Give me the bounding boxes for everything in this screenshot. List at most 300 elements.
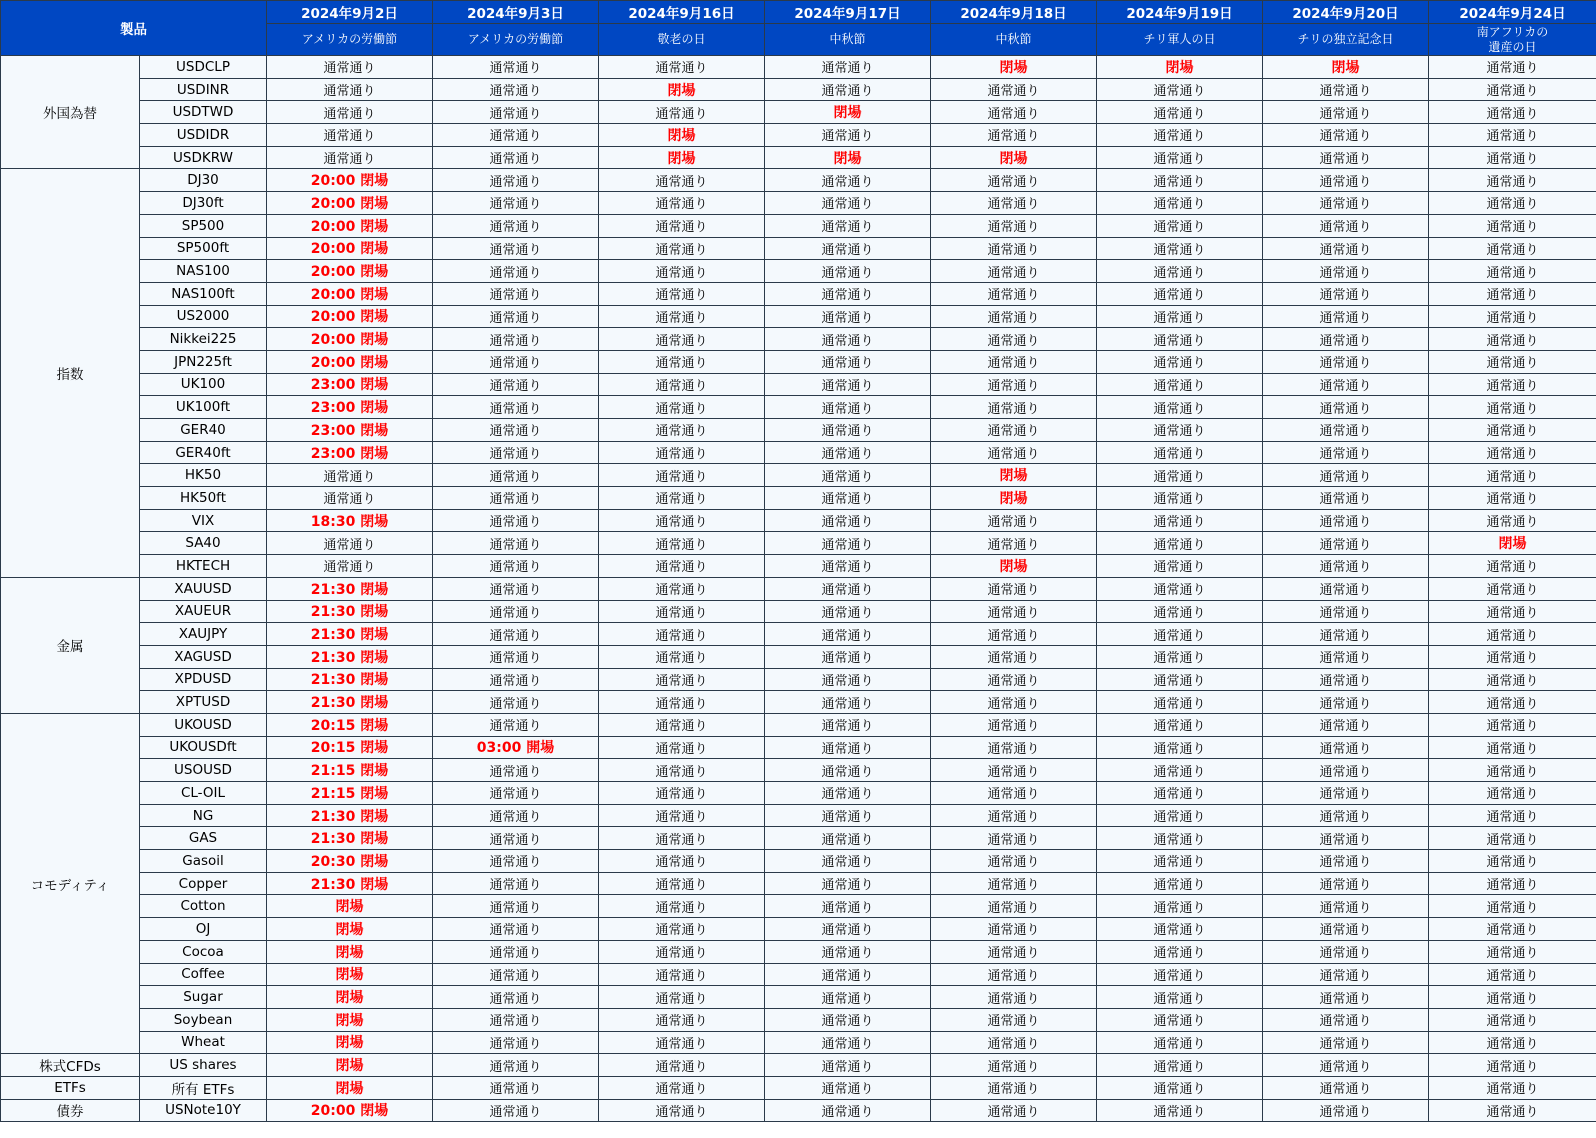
status-normal-cell: 通常通り (1429, 350, 1596, 373)
status-normal-cell: 通常通り (931, 373, 1097, 396)
status-normal-cell: 通常通り (765, 872, 931, 895)
status-closed-cell: 閉場 (267, 1008, 433, 1031)
status-normal-cell: 通常通り (599, 940, 765, 963)
status-normal-cell: 通常通り (765, 192, 931, 215)
status-normal-cell: 通常通り (765, 895, 931, 918)
status-closed-cell: 閉場 (765, 101, 931, 124)
status-normal-cell: 通常通り (1263, 1008, 1429, 1031)
product-cell: GAS (140, 827, 267, 850)
status-normal-cell: 通常通り (1097, 1054, 1263, 1077)
status-normal-cell: 通常通り (1097, 350, 1263, 373)
status-closed-cell: 21:15 閉場 (267, 782, 433, 805)
status-normal-cell: 通常通り (765, 1008, 931, 1031)
status-normal-cell: 通常通り (1097, 963, 1263, 986)
status-closed-cell: 20:00 閉場 (267, 305, 433, 328)
status-closed-cell: 閉場 (267, 1076, 433, 1099)
table-row (1, 895, 1596, 918)
status-normal-cell: 通常通り (599, 1076, 765, 1099)
status-normal-cell: 通常通り (1429, 804, 1596, 827)
status-closed-cell: 閉場 (599, 146, 765, 169)
status-normal-cell: 通常通り (1097, 237, 1263, 260)
status-normal-cell: 通常通り (1097, 827, 1263, 850)
header-date-row (1, 1, 1596, 24)
holiday-header: 南アフリカの 遺産の日 (1429, 24, 1596, 56)
status-normal-cell: 通常通り (931, 872, 1097, 895)
product-cell: NG (140, 804, 267, 827)
status-normal-cell: 通常通り (1429, 782, 1596, 805)
table-row (1, 668, 1596, 691)
table-row (1, 124, 1596, 147)
table-row (1, 623, 1596, 646)
status-closed-cell: 23:00 閉場 (267, 419, 433, 442)
status-normal-cell: 通常通り (931, 782, 1097, 805)
product-cell: XAUEUR (140, 600, 267, 623)
status-normal-cell: 通常通り (433, 963, 599, 986)
status-closed-cell: 20:00 閉場 (267, 169, 433, 192)
status-normal-cell: 通常通り (931, 645, 1097, 668)
status-normal-cell: 通常通り (1263, 804, 1429, 827)
table-row (1, 373, 1596, 396)
status-normal-cell: 通常通り (1429, 328, 1596, 351)
status-normal-cell: 通常通り (433, 441, 599, 464)
status-normal-cell: 通常通り (765, 1054, 931, 1077)
status-closed-cell: 21:15 閉場 (267, 759, 433, 782)
status-normal-cell: 通常通り (433, 237, 599, 260)
status-normal-cell: 通常通り (931, 419, 1097, 442)
status-closed-cell: 閉場 (267, 940, 433, 963)
status-normal-cell: 通常通り (1429, 1031, 1596, 1054)
status-normal-cell: 通常通り (1263, 713, 1429, 736)
status-normal-cell: 通常通り (1429, 441, 1596, 464)
status-normal-cell: 通常通り (433, 759, 599, 782)
status-normal-cell: 通常通り (1429, 305, 1596, 328)
product-cell: SP500ft (140, 237, 267, 260)
table-row (1, 1054, 1596, 1077)
status-normal-cell: 通常通り (1097, 986, 1263, 1009)
table-row (1, 736, 1596, 759)
status-normal-cell: 通常通り (1263, 623, 1429, 646)
status-normal-cell: 通常通り (1097, 691, 1263, 714)
table-row (1, 282, 1596, 305)
table-row (1, 600, 1596, 623)
table-row (1, 827, 1596, 850)
status-closed-cell: 閉場 (599, 78, 765, 101)
status-closed-cell: 閉場 (267, 1031, 433, 1054)
status-normal-cell: 通常通り (1429, 169, 1596, 192)
table-row (1, 237, 1596, 260)
status-closed-cell: 21:30 閉場 (267, 577, 433, 600)
status-normal-cell: 通常通り (267, 555, 433, 578)
table-row (1, 691, 1596, 714)
status-normal-cell: 通常通り (599, 1099, 765, 1122)
status-closed-cell: 閉場 (1097, 56, 1263, 79)
product-cell: XAUJPY (140, 623, 267, 646)
status-normal-cell: 通常通り (1263, 1054, 1429, 1077)
status-normal-cell: 通常通り (1097, 668, 1263, 691)
status-normal-cell: 通常通り (1097, 804, 1263, 827)
status-normal-cell: 通常通り (599, 441, 765, 464)
product-cell: UKOUSDft (140, 736, 267, 759)
status-normal-cell: 通常通り (599, 895, 765, 918)
status-normal-cell: 通常通り (931, 1008, 1097, 1031)
status-normal-cell: 通常通り (765, 804, 931, 827)
status-normal-cell: 通常通り (599, 532, 765, 555)
status-closed-cell: 21:30 閉場 (267, 623, 433, 646)
date-header: 2024年9月3日 (433, 1, 599, 24)
status-normal-cell: 通常通り (1097, 464, 1263, 487)
status-normal-cell: 通常通り (1263, 192, 1429, 215)
product-cell: Coffee (140, 963, 267, 986)
status-normal-cell: 通常通り (1429, 396, 1596, 419)
status-normal-cell: 通常通り (267, 532, 433, 555)
status-normal-cell: 通常通り (1429, 124, 1596, 147)
status-normal-cell: 通常通り (1263, 419, 1429, 442)
status-normal-cell: 通常通り (599, 1054, 765, 1077)
status-normal-cell: 通常通り (1263, 532, 1429, 555)
status-normal-cell: 通常通り (433, 464, 599, 487)
status-normal-cell: 通常通り (1097, 305, 1263, 328)
status-normal-cell: 通常通り (765, 419, 931, 442)
status-normal-cell: 通常通り (1097, 759, 1263, 782)
status-normal-cell: 通常通り (931, 305, 1097, 328)
table-row (1, 1076, 1596, 1099)
table-row (1, 56, 1596, 79)
table-header (1, 1, 1596, 56)
status-normal-cell: 通常通り (599, 350, 765, 373)
product-cell: US shares (140, 1054, 267, 1077)
status-normal-cell: 通常通り (765, 782, 931, 805)
table-row (1, 305, 1596, 328)
table-row (1, 509, 1596, 532)
status-normal-cell: 通常通り (1263, 645, 1429, 668)
category-cell: 債券 (1, 1099, 140, 1122)
product-cell: Cocoa (140, 940, 267, 963)
product-cell: SA40 (140, 532, 267, 555)
status-normal-cell: 通常通り (765, 555, 931, 578)
status-normal-cell: 通常通り (765, 1099, 931, 1122)
status-normal-cell: 通常通り (765, 214, 931, 237)
table-row (1, 940, 1596, 963)
status-normal-cell: 通常通り (1263, 101, 1429, 124)
status-normal-cell: 通常通り (599, 623, 765, 646)
status-normal-cell: 通常通り (765, 827, 931, 850)
status-normal-cell: 通常通り (1429, 577, 1596, 600)
table-row (1, 260, 1596, 283)
status-normal-cell: 通常通り (599, 986, 765, 1009)
status-normal-cell: 通常通り (1263, 555, 1429, 578)
status-normal-cell: 通常通り (599, 169, 765, 192)
product-cell: USNote10Y (140, 1099, 267, 1122)
holiday-header: アメリカの労働節 (433, 24, 599, 56)
status-normal-cell: 通常通り (1429, 419, 1596, 442)
status-normal-cell: 通常通り (267, 124, 433, 147)
status-normal-cell: 通常通り (765, 736, 931, 759)
status-normal-cell: 通常通り (1263, 577, 1429, 600)
status-closed-cell: 閉場 (1263, 56, 1429, 79)
status-normal-cell: 通常通り (433, 509, 599, 532)
status-normal-cell: 通常通り (931, 124, 1097, 147)
status-normal-cell: 通常通り (765, 396, 931, 419)
status-normal-cell: 通常通り (931, 986, 1097, 1009)
status-normal-cell: 通常通り (433, 1076, 599, 1099)
status-normal-cell: 通常通り (599, 1031, 765, 1054)
status-normal-cell: 通常通り (433, 350, 599, 373)
status-normal-cell: 通常通り (599, 305, 765, 328)
status-closed-cell: 21:30 閉場 (267, 600, 433, 623)
status-normal-cell: 通常通り (931, 282, 1097, 305)
status-normal-cell: 通常通り (433, 940, 599, 963)
status-normal-cell: 通常通り (433, 623, 599, 646)
status-normal-cell: 通常通り (1097, 850, 1263, 873)
status-normal-cell: 通常通り (433, 986, 599, 1009)
status-normal-cell: 通常通り (1263, 441, 1429, 464)
status-normal-cell: 通常通り (931, 736, 1097, 759)
status-normal-cell: 通常通り (1263, 759, 1429, 782)
status-normal-cell: 通常通り (1263, 1099, 1429, 1122)
product-cell: CL-OIL (140, 782, 267, 805)
table-row (1, 419, 1596, 442)
status-closed-cell: 23:00 閉場 (267, 396, 433, 419)
status-closed-cell: 閉場 (765, 146, 931, 169)
status-normal-cell: 通常通り (1263, 600, 1429, 623)
status-normal-cell: 通常通り (433, 56, 599, 79)
status-normal-cell: 通常通り (931, 396, 1097, 419)
status-normal-cell: 通常通り (1263, 895, 1429, 918)
product-cell: USDIDR (140, 124, 267, 147)
status-normal-cell: 通常通り (1097, 124, 1263, 147)
table-row (1, 645, 1596, 668)
status-normal-cell: 通常通り (433, 668, 599, 691)
status-closed-cell: 18:30 閉場 (267, 509, 433, 532)
status-closed-cell: 20:30 閉場 (267, 850, 433, 873)
status-closed-cell: 閉場 (267, 918, 433, 941)
status-closed-cell: 23:00 閉場 (267, 441, 433, 464)
status-normal-cell: 通常通り (599, 396, 765, 419)
status-normal-cell: 通常通り (765, 623, 931, 646)
status-normal-cell: 通常通り (1097, 600, 1263, 623)
table-row (1, 350, 1596, 373)
table-row (1, 555, 1596, 578)
status-normal-cell: 通常通り (765, 305, 931, 328)
status-normal-cell: 通常通り (1097, 872, 1263, 895)
status-normal-cell: 通常通り (433, 1054, 599, 1077)
table-row (1, 146, 1596, 169)
status-normal-cell: 通常通り (931, 260, 1097, 283)
date-header: 2024年9月2日 (267, 1, 433, 24)
category-cell: コモディティ (1, 713, 140, 1053)
status-normal-cell: 通常通り (1097, 509, 1263, 532)
product-cell: 所有 ETFs (140, 1076, 267, 1099)
status-normal-cell: 通常通り (433, 328, 599, 351)
status-normal-cell: 通常通り (599, 736, 765, 759)
status-normal-cell: 通常通り (433, 850, 599, 873)
status-normal-cell: 通常通り (1097, 441, 1263, 464)
status-normal-cell: 通常通り (765, 509, 931, 532)
status-closed-cell: 閉場 (267, 895, 433, 918)
status-normal-cell: 通常通り (599, 192, 765, 215)
status-normal-cell: 通常通り (1263, 396, 1429, 419)
status-normal-cell: 通常通り (599, 555, 765, 578)
status-normal-cell: 通常通り (1429, 600, 1596, 623)
holiday-header: 中秋節 (765, 24, 931, 56)
status-normal-cell: 通常通り (599, 214, 765, 237)
status-normal-cell: 通常通り (1263, 668, 1429, 691)
status-normal-cell: 通常通り (1263, 350, 1429, 373)
status-normal-cell: 通常通り (1429, 872, 1596, 895)
product-cell: Cotton (140, 895, 267, 918)
status-normal-cell: 通常通り (765, 441, 931, 464)
status-normal-cell: 通常通り (1263, 260, 1429, 283)
status-normal-cell: 通常通り (1429, 555, 1596, 578)
status-closed-cell: 21:30 閉場 (267, 804, 433, 827)
status-closed-cell: 21:30 閉場 (267, 872, 433, 895)
status-normal-cell: 通常通り (433, 827, 599, 850)
status-normal-cell: 通常通り (931, 713, 1097, 736)
status-normal-cell: 通常通り (599, 600, 765, 623)
status-normal-cell: 通常通り (765, 577, 931, 600)
holiday-header: チリの独立記念日 (1263, 24, 1429, 56)
status-normal-cell: 通常通り (765, 940, 931, 963)
status-normal-cell: 通常通り (1097, 623, 1263, 646)
product-cell: OJ (140, 918, 267, 941)
table-row (1, 532, 1596, 555)
table-row (1, 101, 1596, 124)
product-cell: UK100ft (140, 396, 267, 419)
date-header: 2024年9月24日 (1429, 1, 1596, 24)
status-normal-cell: 通常通り (1097, 895, 1263, 918)
status-normal-cell: 通常通り (1263, 827, 1429, 850)
status-normal-cell: 通常通り (433, 1031, 599, 1054)
status-normal-cell: 通常通り (433, 895, 599, 918)
status-normal-cell: 通常通り (599, 419, 765, 442)
status-normal-cell: 通常通り (931, 1076, 1097, 1099)
product-cell: GER40ft (140, 441, 267, 464)
status-normal-cell: 通常通り (931, 691, 1097, 714)
status-normal-cell: 通常通り (433, 1008, 599, 1031)
status-normal-cell: 通常通り (1429, 282, 1596, 305)
status-normal-cell: 通常通り (433, 577, 599, 600)
status-normal-cell: 通常通り (1263, 986, 1429, 1009)
status-closed-cell: 20:00 閉場 (267, 192, 433, 215)
status-normal-cell: 通常通り (765, 56, 931, 79)
status-normal-cell: 通常通り (1097, 645, 1263, 668)
status-closed-cell: 20:00 閉場 (267, 328, 433, 351)
status-normal-cell: 通常通り (599, 645, 765, 668)
table-row (1, 713, 1596, 736)
status-normal-cell: 通常通り (765, 759, 931, 782)
category-cell: 株式CFDs (1, 1054, 140, 1077)
status-normal-cell: 通常通り (1429, 918, 1596, 941)
status-normal-cell: 通常通り (433, 282, 599, 305)
status-normal-cell: 通常通り (1263, 373, 1429, 396)
status-normal-cell: 通常通り (433, 600, 599, 623)
status-normal-cell: 通常通り (765, 1076, 931, 1099)
status-normal-cell: 通常通り (1429, 78, 1596, 101)
status-normal-cell: 通常通り (599, 668, 765, 691)
status-normal-cell: 通常通り (1429, 192, 1596, 215)
table-row (1, 1031, 1596, 1054)
status-normal-cell: 通常通り (1097, 1008, 1263, 1031)
product-cell: NAS100ft (140, 282, 267, 305)
status-normal-cell: 通常通り (1263, 124, 1429, 147)
status-normal-cell: 通常通り (1097, 577, 1263, 600)
status-closed-cell: 20:00 閉場 (267, 350, 433, 373)
category-cell: 外国為替 (1, 56, 140, 169)
table-row (1, 487, 1596, 510)
status-closed-cell: 閉場 (599, 124, 765, 147)
status-normal-cell: 通常通り (1097, 532, 1263, 555)
status-normal-cell: 通常通り (765, 78, 931, 101)
product-cell: USDINR (140, 78, 267, 101)
status-normal-cell: 通常通り (1263, 736, 1429, 759)
product-cell: DJ30 (140, 169, 267, 192)
status-normal-cell: 通常通り (267, 487, 433, 510)
status-normal-cell: 通常通り (433, 260, 599, 283)
status-normal-cell: 通常通り (1429, 509, 1596, 532)
table-row (1, 804, 1596, 827)
table-body (1, 56, 1596, 1122)
status-normal-cell: 通常通り (1263, 782, 1429, 805)
status-normal-cell: 通常通り (765, 124, 931, 147)
table-row (1, 78, 1596, 101)
status-normal-cell: 通常通り (1429, 668, 1596, 691)
product-cell: Sugar (140, 986, 267, 1009)
status-normal-cell: 通常通り (433, 146, 599, 169)
status-normal-cell: 通常通り (931, 804, 1097, 827)
product-cell: XAGUSD (140, 645, 267, 668)
status-normal-cell: 通常通り (1429, 1008, 1596, 1031)
status-normal-cell: 通常通り (599, 487, 765, 510)
date-header: 2024年9月16日 (599, 1, 765, 24)
status-closed-cell: 20:15 閉場 (267, 713, 433, 736)
status-normal-cell: 通常通り (1263, 464, 1429, 487)
status-normal-cell: 通常通り (931, 600, 1097, 623)
table-row (1, 963, 1596, 986)
status-normal-cell: 通常通り (599, 237, 765, 260)
status-normal-cell: 通常通り (931, 509, 1097, 532)
status-normal-cell: 通常通り (1263, 691, 1429, 714)
status-normal-cell: 通常通り (433, 192, 599, 215)
status-closed-cell: 閉場 (931, 146, 1097, 169)
product-cell: USDKRW (140, 146, 267, 169)
status-normal-cell: 通常通り (765, 464, 931, 487)
status-normal-cell: 通常通り (1097, 260, 1263, 283)
status-normal-cell: 通常通り (599, 782, 765, 805)
status-normal-cell: 通常通り (765, 963, 931, 986)
status-normal-cell: 通常通り (765, 600, 931, 623)
status-closed-cell: 20:00 閉場 (267, 282, 433, 305)
holiday-header: アメリカの労働節 (267, 24, 433, 56)
status-normal-cell: 通常通り (931, 850, 1097, 873)
product-cell: HKTECH (140, 555, 267, 578)
status-normal-cell: 通常通り (1263, 146, 1429, 169)
product-cell: UK100 (140, 373, 267, 396)
status-closed-cell: 03:00 開場 (433, 736, 599, 759)
status-normal-cell: 通常通り (433, 645, 599, 668)
status-normal-cell: 通常通り (1429, 736, 1596, 759)
status-normal-cell: 通常通り (765, 1031, 931, 1054)
table-row (1, 192, 1596, 215)
status-normal-cell: 通常通り (599, 328, 765, 351)
status-normal-cell: 通常通り (1429, 827, 1596, 850)
status-normal-cell: 通常通り (1097, 328, 1263, 351)
status-normal-cell: 通常通り (267, 78, 433, 101)
status-closed-cell: 21:30 閉場 (267, 645, 433, 668)
status-normal-cell: 通常通り (1429, 850, 1596, 873)
product-cell: Wheat (140, 1031, 267, 1054)
status-normal-cell: 通常通り (1263, 328, 1429, 351)
status-normal-cell: 通常通り (931, 623, 1097, 646)
